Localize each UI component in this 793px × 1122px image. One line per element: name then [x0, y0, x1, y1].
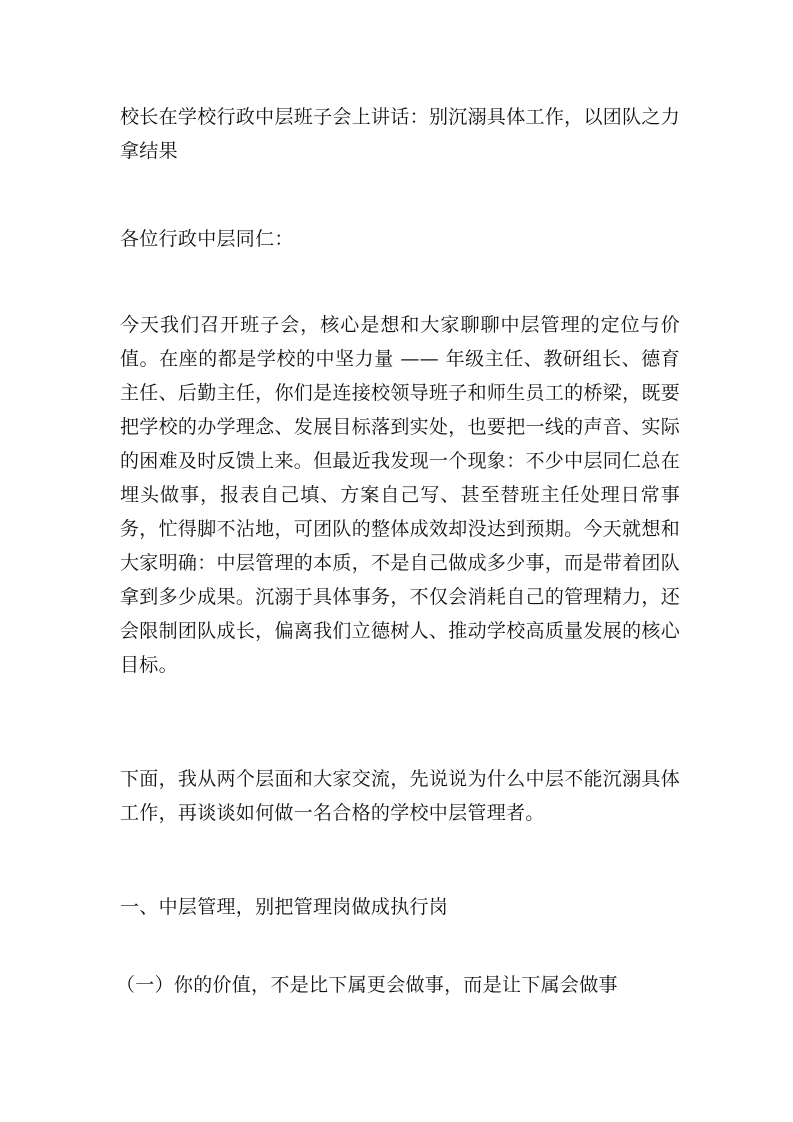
salutation: 各位行政中层同仁： — [120, 228, 294, 250]
section-heading: 一、中层管理，别把管理岗做成执行岗 — [120, 896, 449, 918]
subsection-heading: （一）你的价值，不是比下属更会做事，而是让下属会做事 — [116, 974, 618, 996]
body-paragraph-2: 下面，我从两个层面和大家交流，先说说为什么中层不能沉溺具体工作，再谈谈如何做一名合格的学校中层管理者。 — [120, 768, 680, 824]
body-paragraph-1: 今天我们召开班子会，核心是想和大家聊聊中层管理的定位与价值。在座的都是学校的中坚力量 —— 年级主任、教研组长、德育主任、后勤主任，你们是连接校领导班子和师生员工的桥梁，既要把学校的办学理念、发展目标落到实处，也要把一线的声音、实际的困难及时反馈上来。但最近我发现一个现象：不少中层同仁总在埋头做事，报表自己填、方案自己写、甚至替班主任处理日常事务，忙得脚不沾地，可团队的整体成效却没达到预期。今天就想和大家明确：中层管理的本质，不是自己做成多少事，而是带着团队拿到多少成果。沉溺于具体事务，不仅会消耗自己的管理精力，还会限制团队成长，偏离我们立德树人、推动学校高质量发展的核心目标。 — [120, 314, 680, 676]
document-title: 校长在学校行政中层班子会上讲话：别沉溺具体工作，以团队之力拿结果 — [120, 106, 680, 162]
